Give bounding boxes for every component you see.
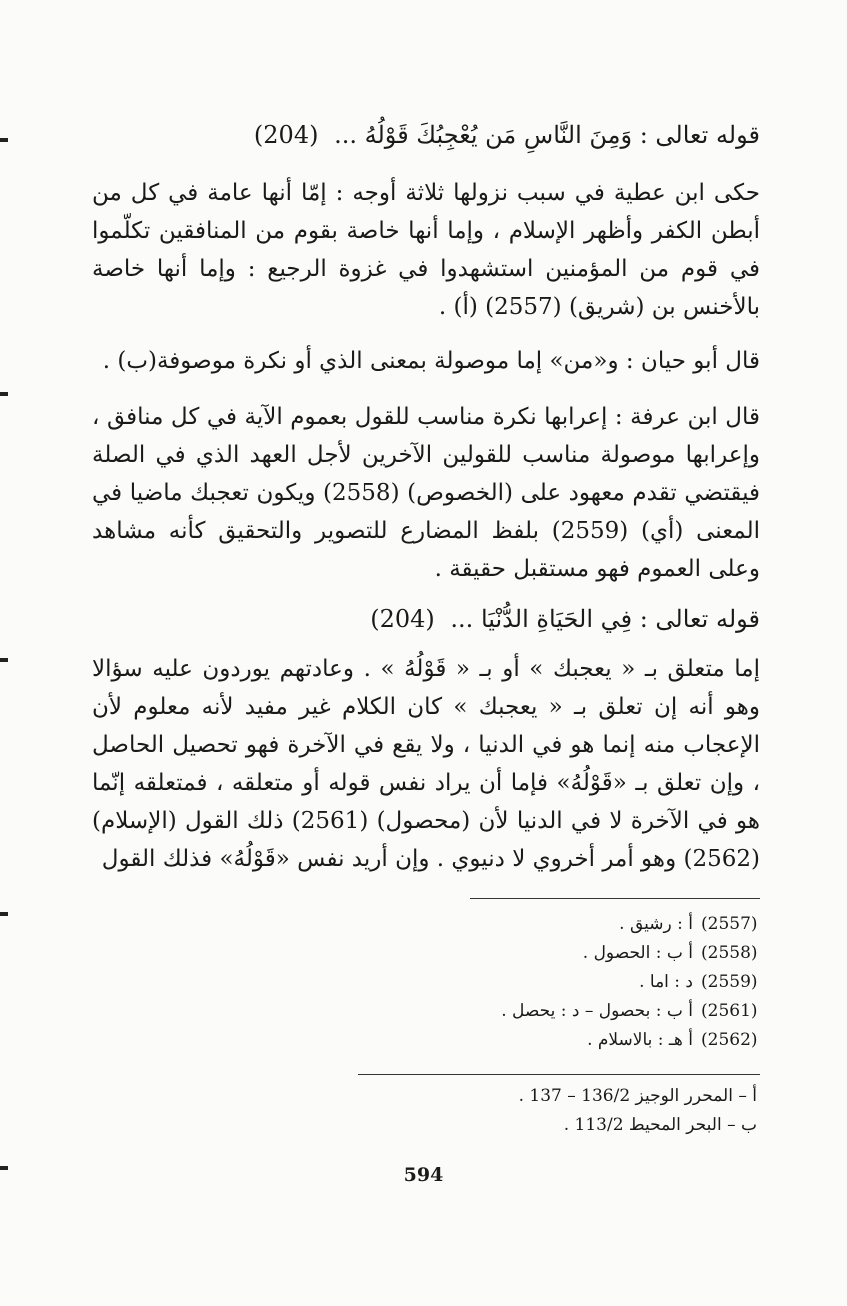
footnote-number: (2561) <box>701 1001 758 1021</box>
reference-line: ب – البحر المحيط 113/2 . <box>563 1115 757 1135</box>
footnote <box>237 939 757 968</box>
verse-heading-2 <box>92 600 760 638</box>
heading-verse-number: (204) <box>253 121 319 149</box>
footnote <box>237 997 757 1026</box>
paragraph-ibn-atiyya <box>92 174 760 326</box>
page-number: 594 <box>403 1164 444 1186</box>
paragraph-text: قال أبو حيان : و«من» إما موصولة بمعنى الذي أو نكرة موصوفة(ب) . <box>102 348 760 374</box>
footnote <box>237 968 757 997</box>
paragraph-text: قال ابن عرفة : إعرابها نكرة مناسب للقول بعموم الآية في كل منافق ، وإعرابها موصولة مناسب للقولين الآخرين لأجل العهد الذي في الصلة فيقتضي تقدم معهود على (الخصوص) (2558) ويكون تعجبك ماضيا في المعنى (أي) (2559) بلفظ المضارع للتصوير والتحقيق كأنه مشاهد وعلى العموم فهو مستقبل حقيقة . <box>92 404 760 582</box>
paragraph-text: إما متعلق بـ « يعجبك » أو بـ « قَوْلُهُ » . وعادتهم يوردون عليه سؤالا وهو أنه إن تعلق بـ « يعجبك » كان الكلام غير مفيد لأنه معلوم لأن الإعجاب منه إنما هو في الدنيا ، ولا يقع في الآخرة فهو تحصيل الحاصل ، وإن تعلق بـ «قَوْلُهُ» فإما أن يراد نفس قوله أو متعلقه ، فمتعلقه إنّما هو في الآخرة لا في الدنيا لأن (محصول) (2561) ذلك القول (الإسلام) (2562) وهو أمر أخروي لا دنيوي . وإن أريد نفس «قَوْلُهُ» فذلك القول <box>92 656 760 872</box>
footnote-text: أ ب : بحصول – د : يحصل . <box>501 1001 693 1021</box>
footnote-text: أ : رشيق . <box>619 914 693 934</box>
footnote-text: أ ب : الحصول . <box>582 943 693 963</box>
reference-line: أ – المحرر الوجيز 136/2 – 137 . <box>518 1086 757 1106</box>
paragraph-abu-hayyan <box>92 342 760 380</box>
footnotes <box>237 910 757 1055</box>
paragraph-commentary <box>92 650 760 878</box>
margin-mark <box>0 658 8 662</box>
footnote-number: (2562) <box>701 1030 758 1050</box>
footnote-divider <box>470 898 760 899</box>
heading-text: قوله تعالى : فِي الحَيَاةِ الدُّنْيَا ... <box>450 605 760 633</box>
footnote-number: (2558) <box>701 943 758 963</box>
reference-divider <box>358 1074 760 1075</box>
footnote-text: د : اما . <box>639 972 693 992</box>
footnote-number: (2557) <box>701 914 758 934</box>
margin-mark <box>0 912 8 916</box>
source-references <box>197 1082 757 1140</box>
margin-mark <box>0 392 8 396</box>
heading-verse-number: (204) <box>370 605 435 633</box>
footnote <box>237 1026 757 1055</box>
paragraph-ibn-arafa <box>92 398 760 588</box>
paragraph-text: حكى ابن عطية في سبب نزولها ثلاثة أوجه : إمّا أنها عامة في كل من أبطن الكفر وأظهر الإسلام ، وإما أنها خاصة بقوم من المنافقين تكلّموا في قوم من المؤمنين استشهدوا في غزوة الرجيع : وإما أنها خاصة بالأخنس بن (شريق) (2557) (أ) . <box>92 180 760 320</box>
footnote <box>237 910 757 939</box>
footnote-text: أ هـ : بالاسلام . <box>587 1030 693 1050</box>
verse-heading-1 <box>92 116 760 154</box>
heading-text: قوله تعالى : وَمِنَ النَّاسِ مَن يُعْجِبُكَ قَوْلُهُ ... <box>334 121 760 149</box>
margin-mark <box>0 138 8 142</box>
footnote-number: (2559) <box>701 972 758 992</box>
